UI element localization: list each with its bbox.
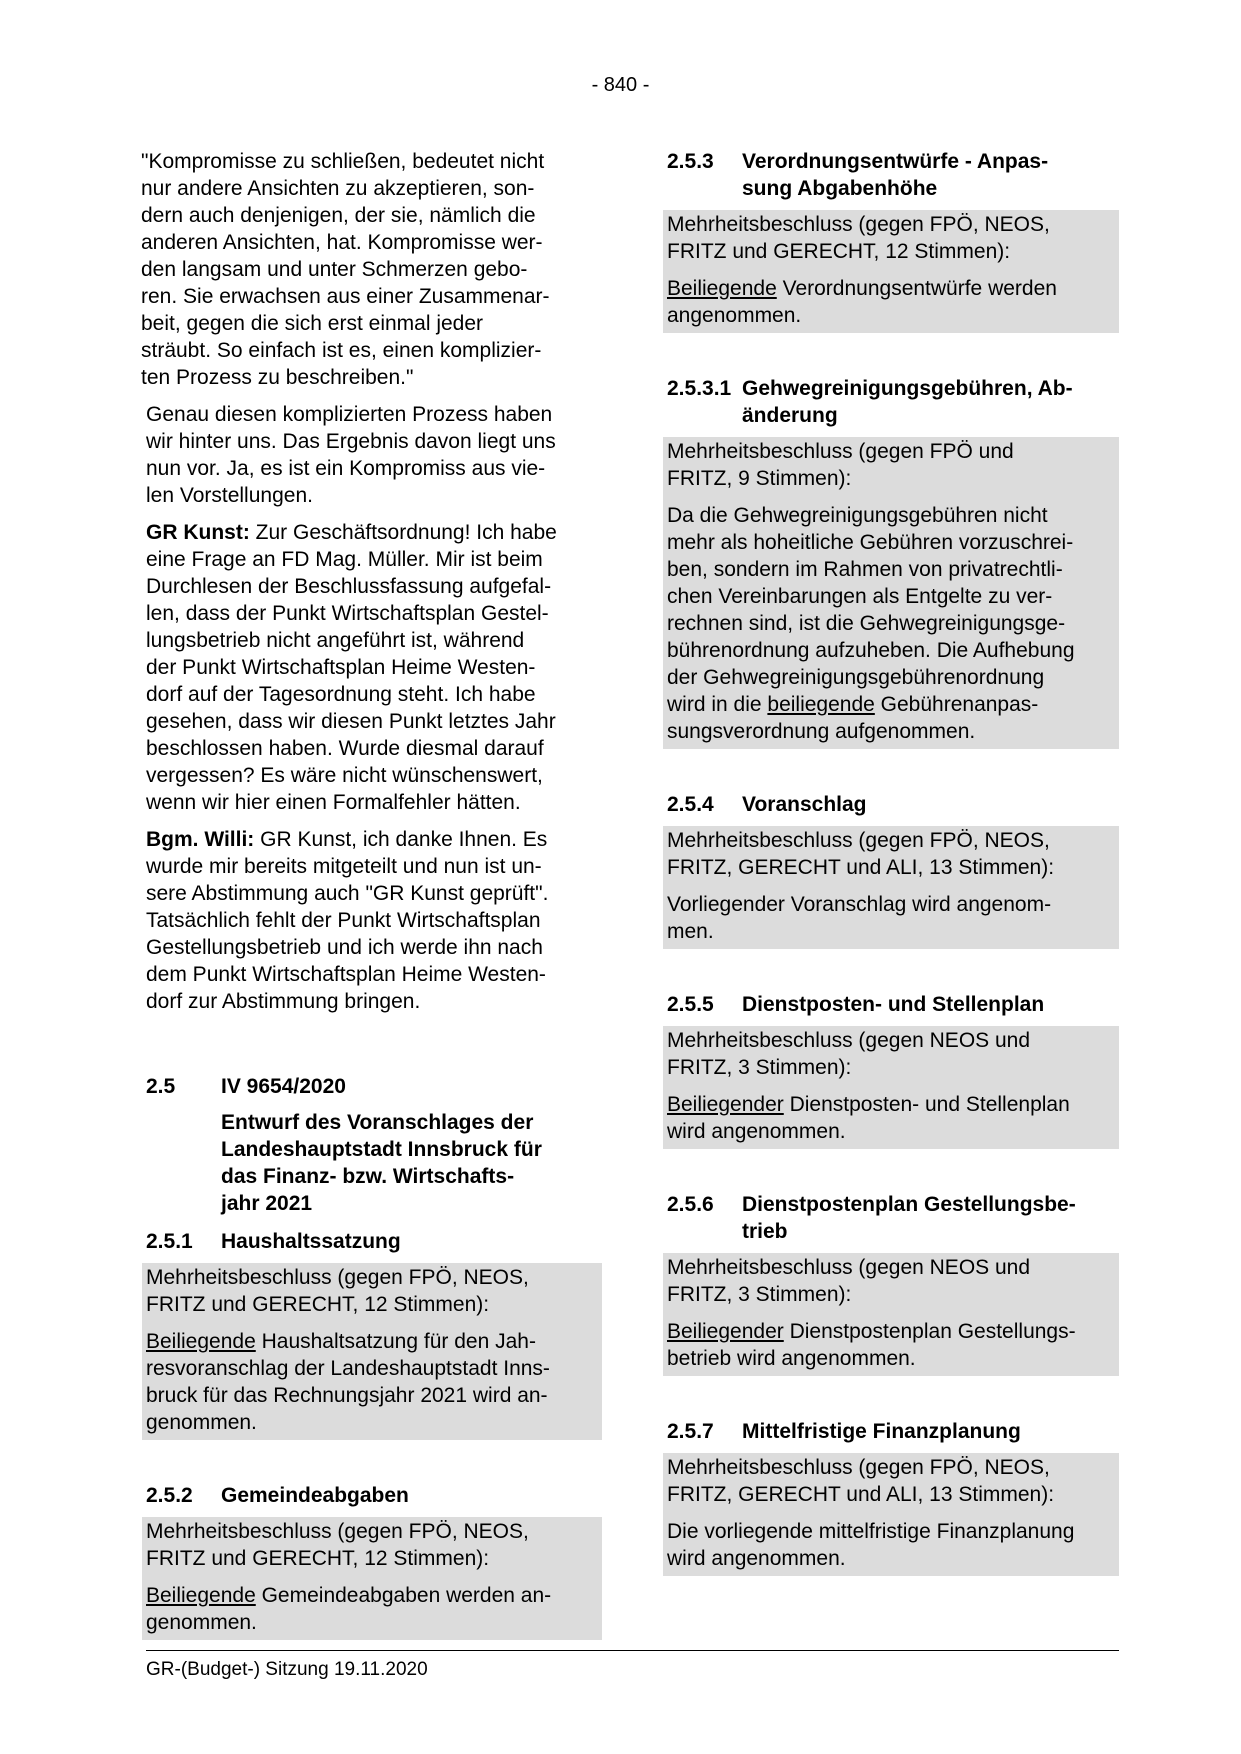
vote-result [667, 827, 1115, 881]
page-number: - 840 - [591, 74, 650, 96]
text-line: chen Vereinbarungen als Entgelte zu ver- [667, 585, 1053, 608]
decision-text [667, 891, 1115, 945]
text-span: Gebührenanpas- [874, 693, 1039, 716]
section-2-5-4 [667, 791, 1119, 818]
section-title [742, 1191, 1119, 1245]
text-line [667, 1318, 1115, 1345]
decision-text [667, 1318, 1115, 1372]
section-title: Mittelfristige Finanzplanung [742, 1420, 1021, 1443]
underlined-word: Beiliegende [146, 1330, 256, 1353]
section-2-5-7 [667, 1418, 1119, 1445]
text-line: Landeshauptstadt Innsbruck für [221, 1138, 542, 1161]
text-line: Mehrheitsbeschluss (gegen NEOS und [667, 1256, 1031, 1279]
underlined-word: Beiliegende [146, 1584, 256, 1607]
vote-result [146, 1518, 598, 1572]
section-2-5 [146, 1073, 602, 1217]
decision-text [667, 502, 1115, 745]
text-line: Mehrheitsbeschluss (gegen FPÖ, NEOS, [146, 1520, 529, 1543]
text-line: ten Prozess zu beschreiben." [141, 366, 414, 389]
text-line: wenn wir hier einen Formalfehler hätten. [146, 791, 521, 814]
resolution-box [663, 437, 1119, 749]
text-line: men. [667, 920, 714, 943]
speech-gr-kunst [146, 519, 602, 816]
text-line: änderung [742, 404, 838, 427]
text-line: Verordnungsentwürfe - Anpas- [742, 150, 1049, 173]
vote-result [667, 438, 1115, 492]
text-span: GR Kunst, ich danke Ihnen. Es [254, 828, 548, 851]
text-line: anderen Ansichten, hat. Kompromisse wer- [141, 231, 543, 254]
text-line: ben, sondern im Rahmen von privatrechtli- [667, 558, 1063, 581]
text-line: lungsbetrieb nicht angeführt ist, während [146, 629, 525, 652]
left-column [141, 148, 602, 1640]
section-title: Voranschlag [742, 793, 867, 816]
text-line: betrieb wird angenommen. [667, 1347, 916, 1370]
text-line: resvoranschlag der Landeshauptstadt Inns- [146, 1357, 550, 1380]
text-line: FRITZ und GERECHT, 12 Stimmen): [146, 1547, 490, 1570]
text-line: FRITZ und GERECHT, 12 Stimmen): [146, 1293, 490, 1316]
text-line: Entwurf des Voranschlages der [221, 1111, 534, 1134]
paragraph [146, 401, 602, 509]
section-title: Dienstposten- und Stellenplan [742, 993, 1045, 1016]
text-line: len Vorstellungen. [146, 484, 313, 507]
text-line: eine Frage an FD Mag. Müller. Mir ist beim [146, 548, 543, 571]
decision-text [667, 1091, 1115, 1145]
text-line: FRITZ, GERECHT und ALI, 13 Stimmen): [667, 856, 1055, 879]
text-line: wird angenommen. [667, 1547, 846, 1570]
resolution-box [142, 1263, 602, 1440]
resolution-box [663, 1026, 1119, 1149]
text-line: Mehrheitsbeschluss (gegen FPÖ, NEOS, [667, 213, 1050, 236]
decision-text [146, 1328, 598, 1436]
text-line: bruck für das Rechnungsjahr 2021 wird an- [146, 1384, 548, 1407]
text-line [146, 1582, 598, 1609]
text-line: genommen. [146, 1411, 257, 1434]
text-line: der Punkt Wirtschaftsplan Heime Westen- [146, 656, 536, 679]
text-line: Gestellungsbetrieb und ich werde ihn nach [146, 936, 543, 959]
text-line: Dienstpostenplan Gestellungsbe- [742, 1193, 1076, 1216]
text-line: ren. Sie erwachsen aus einer Zusammenar- [141, 285, 550, 308]
text-line [146, 826, 602, 853]
text-line: jahr 2021 [221, 1192, 313, 1215]
text-line: beit, gegen die sich erst einmal jeder [141, 312, 484, 335]
section-number: 2.5.5 [667, 993, 714, 1016]
section-number: 2.5.3.1 [667, 377, 732, 400]
text-line: Die vorliegende mittelfristige Finanzplanung [667, 1520, 1075, 1543]
text-line: sere Abstimmung auch "GR Kunst geprüft". [146, 882, 549, 905]
section-2-5-3 [667, 148, 1119, 202]
text-line: FRITZ, GERECHT und ALI, 13 Stimmen): [667, 1483, 1055, 1506]
resolution-box [663, 210, 1119, 333]
text-line: Mehrheitsbeschluss (gegen FPÖ, NEOS, [667, 829, 1050, 852]
text-line [146, 1328, 598, 1355]
decision-text [667, 1518, 1115, 1572]
text-line: rechnen sind, ist die Gehwegreinigungsge- [667, 612, 1066, 635]
section-number: 2.5.4 [667, 793, 714, 816]
text-line: Mehrheitsbeschluss (gegen FPÖ, NEOS, [146, 1266, 529, 1289]
vote-result [146, 1264, 598, 1318]
text-line [146, 519, 602, 546]
resolution-box [142, 1517, 602, 1640]
text-line: wird angenommen. [667, 1120, 846, 1143]
section-number: 2.5.6 [667, 1193, 714, 1216]
footer-text: GR-(Budget-) Sitzung 19.11.2020 [146, 1659, 428, 1680]
section-2-5-2 [146, 1482, 602, 1509]
section-number: 2.5.3 [667, 150, 714, 173]
speech-bgm-willi [146, 826, 602, 1015]
text-line: IV 9654/2020 [221, 1075, 346, 1098]
text-line: trieb [742, 1220, 788, 1243]
vote-result [667, 211, 1115, 265]
text-line: FRITZ und GERECHT, 12 Stimmen): [667, 240, 1011, 263]
section-title [742, 375, 1119, 429]
text-line: FRITZ, 3 Stimmen): [667, 1056, 852, 1079]
text-line: mehr als hoheitliche Gebühren vorzuschrei- [667, 531, 1074, 554]
speaker-name: GR Kunst: [146, 521, 250, 544]
section-title: Haushaltssatzung [221, 1230, 401, 1253]
underlined-word: beiliegende [767, 693, 875, 716]
text-line: sungsverordnung aufgenommen. [667, 720, 976, 743]
section-number: 2.5.1 [146, 1230, 193, 1253]
text-line: dem Punkt Wirtschaftsplan Heime Westen- [146, 963, 546, 986]
underlined-word: Beiliegende [667, 277, 777, 300]
text-line: Mehrheitsbeschluss (gegen FPÖ, NEOS, [667, 1456, 1050, 1479]
text-line: len, dass der Punkt Wirtschaftsplan Gestel- [146, 602, 549, 625]
underlined-word: Beiliegender [667, 1093, 784, 1116]
speaker-name: Bgm. Willi: [146, 828, 255, 851]
text-line: dorf auf der Tagesordnung steht. Ich habe [146, 683, 536, 706]
text-line: FRITZ, 9 Stimmen): [667, 467, 852, 490]
text-line: gesehen, dass wir diesen Punkt letztes Jahr [146, 710, 556, 733]
text-line: beschlossen haben. Wurde diesmal darauf [146, 737, 544, 760]
section-2-5-6 [667, 1191, 1119, 1245]
text-line: FRITZ, 3 Stimmen): [667, 1283, 852, 1306]
right-column [667, 148, 1119, 1576]
resolution-box [663, 1253, 1119, 1376]
text-line [667, 691, 1115, 718]
text-span: wird in die [667, 693, 768, 716]
underlined-word: Beiliegender [667, 1320, 784, 1343]
text-span: Verordnungsentwürfe werden [776, 277, 1057, 300]
section-title [742, 148, 1119, 202]
vote-result [667, 1027, 1115, 1081]
text-line: Gehwegreinigungsgebühren, Ab- [742, 377, 1073, 400]
text-line [667, 1091, 1115, 1118]
resolution-box [663, 826, 1119, 949]
quote-paragraph [141, 148, 602, 391]
resolution-box [663, 1453, 1119, 1576]
text-line: Mehrheitsbeschluss (gegen FPÖ und [667, 440, 1014, 463]
section-2-5-3-1 [667, 375, 1119, 429]
text-line: nur andere Ansichten zu akzeptieren, son- [141, 177, 535, 200]
section-title: Gemeindeabgaben [221, 1484, 409, 1507]
text-line: Tatsächlich fehlt der Punkt Wirtschaftsplan [146, 909, 541, 932]
text-line: sträubt. So einfach ist es, einen komplizier- [141, 339, 542, 362]
text-line: Genau diesen komplizierten Prozess haben [146, 403, 553, 426]
text-line: "Kompromisse zu schließen, bedeutet nicht [141, 150, 545, 173]
text-line: Mehrheitsbeschluss (gegen NEOS und [667, 1029, 1031, 1052]
text-line: genommen. [146, 1611, 257, 1634]
footer-divider [146, 1650, 1119, 1651]
text-line: der Gehwegreinigungsgebührenordnung [667, 666, 1045, 689]
text-line: vergessen? Es wäre nicht wünschenswert, [146, 764, 543, 787]
vote-result [667, 1254, 1115, 1308]
vote-result [667, 1454, 1115, 1508]
text-line: das Finanz- bzw. Wirtschafts- [221, 1165, 515, 1188]
text-line: angenommen. [667, 304, 802, 327]
text-line: Durchlesen der Beschlussfassung aufgefal- [146, 575, 552, 598]
decision-text [146, 1582, 598, 1636]
text-line: dorf zur Abstimmung bringen. [146, 990, 421, 1013]
text-span: Dienstposten- und Stellenplan [783, 1093, 1070, 1116]
section-number: 2.5.2 [146, 1484, 193, 1507]
section-number: 2.5 [146, 1075, 176, 1098]
decision-text [667, 275, 1115, 329]
text-line: bührenordnung aufzuheben. Die Aufhebung [667, 639, 1075, 662]
section-title [221, 1073, 602, 1217]
text-span: Dienstpostenplan Gestellungs- [783, 1320, 1076, 1343]
section-2-5-5 [667, 991, 1119, 1018]
text-line: wir hinter uns. Das Ergebnis davon liegt uns [146, 430, 556, 453]
text-line: dern auch denjenigen, der sie, nämlich die [141, 204, 536, 227]
text-line: Vorliegender Voranschlag wird angenom- [667, 893, 1052, 916]
text-span: Zur Geschäftsordnung! Ich habe [249, 521, 557, 544]
section-2-5-1 [146, 1228, 602, 1255]
text-span: Gemeindeabgaben werden an- [255, 1584, 552, 1607]
text-span: Haushaltsatzung für den Jah- [255, 1330, 536, 1353]
text-line: wurde mir bereits mitgeteilt und nun ist un- [146, 855, 542, 878]
text-line: nun vor. Ja, es ist ein Kompromiss aus vie- [146, 457, 546, 480]
section-number: 2.5.7 [667, 1420, 714, 1443]
text-line: den langsam und unter Schmerzen gebo- [141, 258, 528, 281]
text-line: Da die Gehwegreinigungsgebühren nicht [667, 504, 1048, 527]
text-line: sung Abgabenhöhe [742, 177, 938, 200]
text-line [667, 275, 1115, 302]
